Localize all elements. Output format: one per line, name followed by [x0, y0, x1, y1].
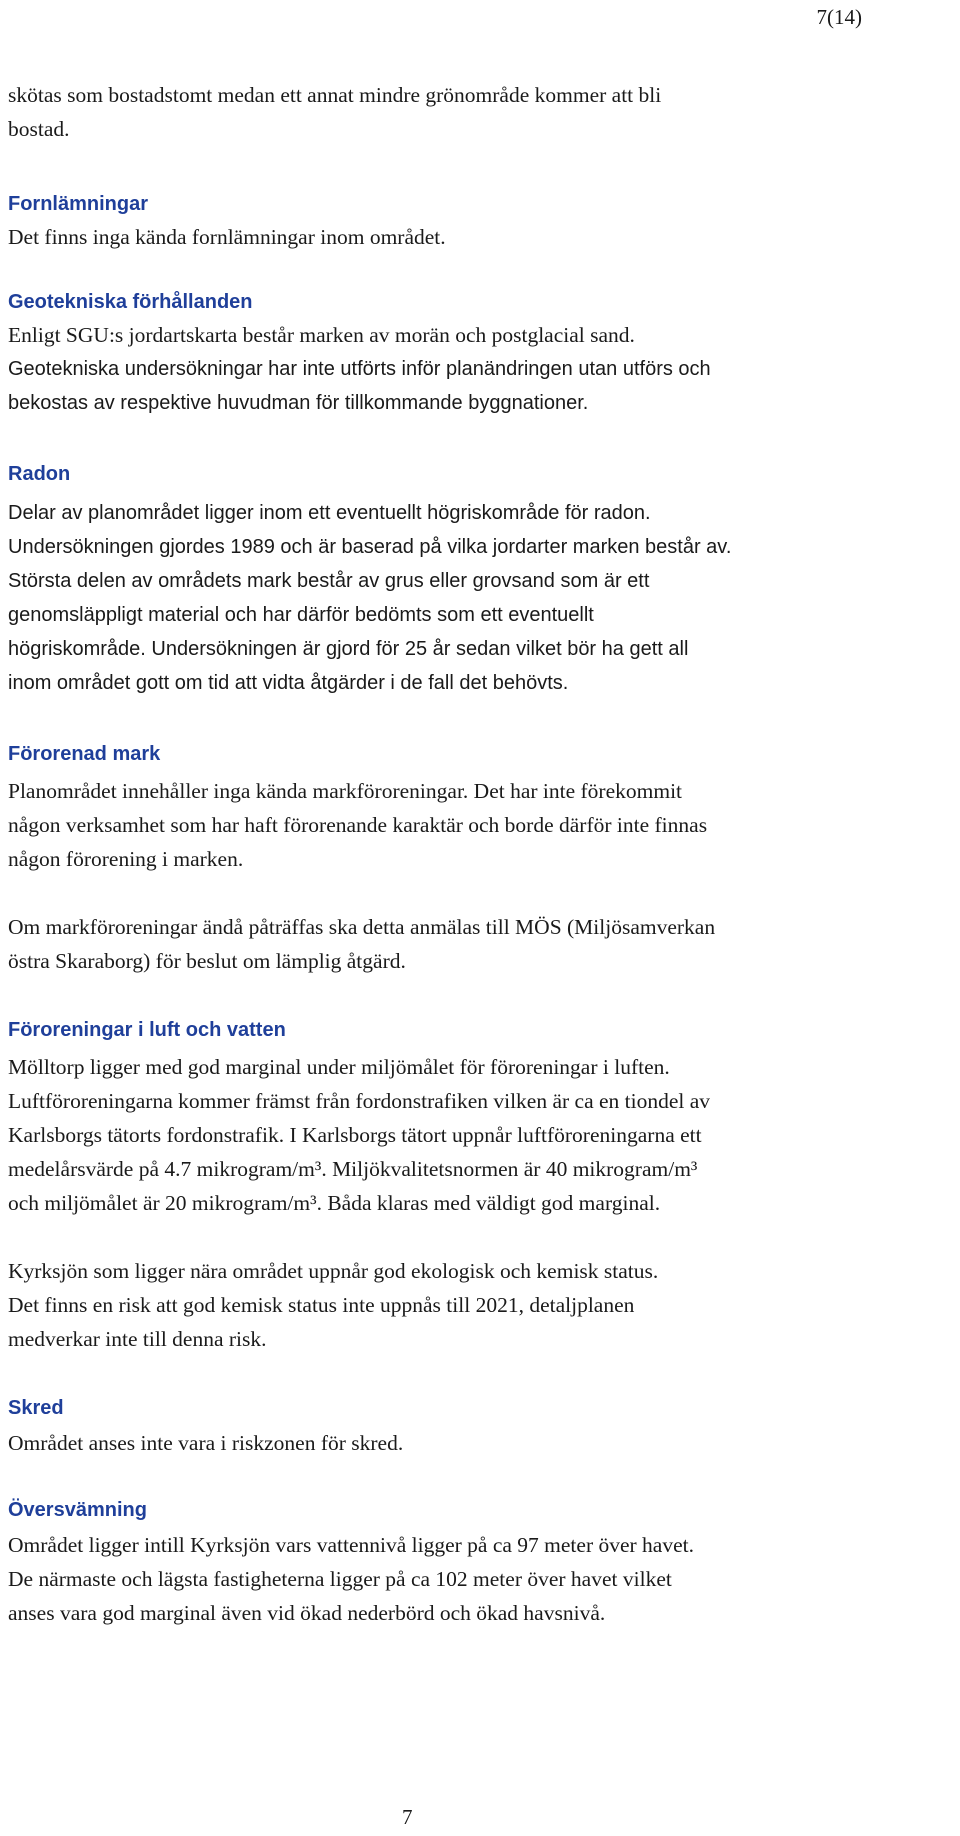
text-line: medelårsvärde på 4.7 mikrogram/m³. Miljökvalitetsnormen är 40 mikrogram/m³ — [8, 1157, 698, 1181]
text-line: genomsläppligt material och har därför bedömts som ett eventuellt — [8, 604, 594, 626]
document-body — [8, 78, 948, 1630]
section-paragraph — [8, 774, 948, 876]
text-line: bekostas av respektive huvudman för tillkommande byggnationer. — [8, 392, 589, 414]
text-line: Det finns en risk att god kemisk status inte uppnås till 2021, detaljplanen — [8, 1293, 635, 1317]
page-number: 7 — [402, 1805, 413, 1829]
text-line: Enligt SGU:s jordartskarta består marken av morän och postglacial sand. — [8, 323, 635, 347]
section-heading-skred: Skred — [8, 1397, 64, 1419]
section-paragraph — [8, 318, 948, 352]
text-line: Planområdet innehåller inga kända markföroreningar. Det har inte förekommit — [8, 779, 683, 803]
section-heading-fororenad-mark: Förorenad mark — [8, 743, 161, 765]
text-line: Området anses inte vara i riskzonen för skred. — [8, 1431, 404, 1455]
section-paragraph — [8, 1528, 948, 1630]
text-line: inom området gott om tid att vidta åtgärder i de fall det behövts. — [8, 672, 569, 694]
text-line: Om markföroreningar ändå påträffas ska detta anmälas till MÖS (Miljösamverkan — [8, 915, 716, 939]
section-paragraph — [8, 1254, 948, 1356]
section-paragraph — [8, 496, 948, 700]
text-line: högriskområde. Undersökningen är gjord för 25 år sedan vilket bör ha gett all — [8, 638, 689, 660]
page-count: 7(14) — [816, 5, 862, 29]
text-line: Geotekniska undersökningar har inte utförts inför planändringen utan utförs och — [8, 358, 711, 380]
section-paragraph — [8, 352, 948, 420]
text-line: Luftföroreningarna kommer främst från fordonstrafiken vilken är ca en tiondel av — [8, 1089, 711, 1113]
text-line: Området ligger intill Kyrksjön vars vattennivå ligger på ca 97 meter över havet. — [8, 1533, 694, 1557]
text-line: bostad. — [8, 117, 70, 141]
text-line: Kyrksjön som ligger nära området uppnår god ekologisk och kemisk status. — [8, 1259, 659, 1283]
section-paragraph — [8, 220, 948, 254]
section-paragraph — [8, 1426, 948, 1460]
section-heading-fororeningar-luft-vatten: Föroreningar i luft och vatten — [8, 1019, 286, 1041]
text-line: medverkar inte till denna risk. — [8, 1327, 267, 1351]
text-line: Största delen av områdets mark består av grus eller grovsand som är ett — [8, 570, 650, 592]
text-line: Mölltorp ligger med god marginal under miljömålet för föroreningar i luften. — [8, 1055, 670, 1079]
text-line: Karlsborgs tätorts fordonstrafik. I Karlsborgs tätort uppnår luftföroreningarna ett — [8, 1123, 702, 1147]
text-line: Undersökningen gjordes 1989 och är baserad på vilka jordarter marken består av. — [8, 536, 732, 558]
section-heading-radon: Radon — [8, 463, 71, 485]
text-line: någon förorening i marken. — [8, 847, 244, 871]
section-heading-geoteknik: Geotekniska förhållanden — [8, 291, 253, 313]
text-line: Det finns inga kända fornlämningar inom området. — [8, 225, 446, 249]
text-line: skötas som bostadstomt medan ett annat mindre grönområde kommer att bli — [8, 83, 662, 107]
text-line: och miljömålet är 20 mikrogram/m³. Båda klaras med väldigt god marginal. — [8, 1191, 661, 1215]
text-line: någon verksamhet som har haft förorenande karaktär och borde därför inte finnas — [8, 813, 708, 837]
intro-paragraph — [8, 78, 948, 146]
section-paragraph — [8, 1050, 948, 1220]
text-line: anses vara god marginal även vid ökad nederbörd och ökad havsnivå. — [8, 1601, 606, 1625]
text-line: Delar av planområdet ligger inom ett eventuellt högriskområde för radon. — [8, 502, 651, 524]
section-heading-oversvamning: Översvämning — [8, 1499, 147, 1521]
section-heading-fornlamningar: Fornlämningar — [8, 193, 149, 215]
text-line: östra Skaraborg) för beslut om lämplig åtgärd. — [8, 949, 406, 973]
section-paragraph — [8, 910, 948, 978]
text-line: De närmaste och lägsta fastigheterna ligger på ca 102 meter över havet vilket — [8, 1567, 672, 1591]
